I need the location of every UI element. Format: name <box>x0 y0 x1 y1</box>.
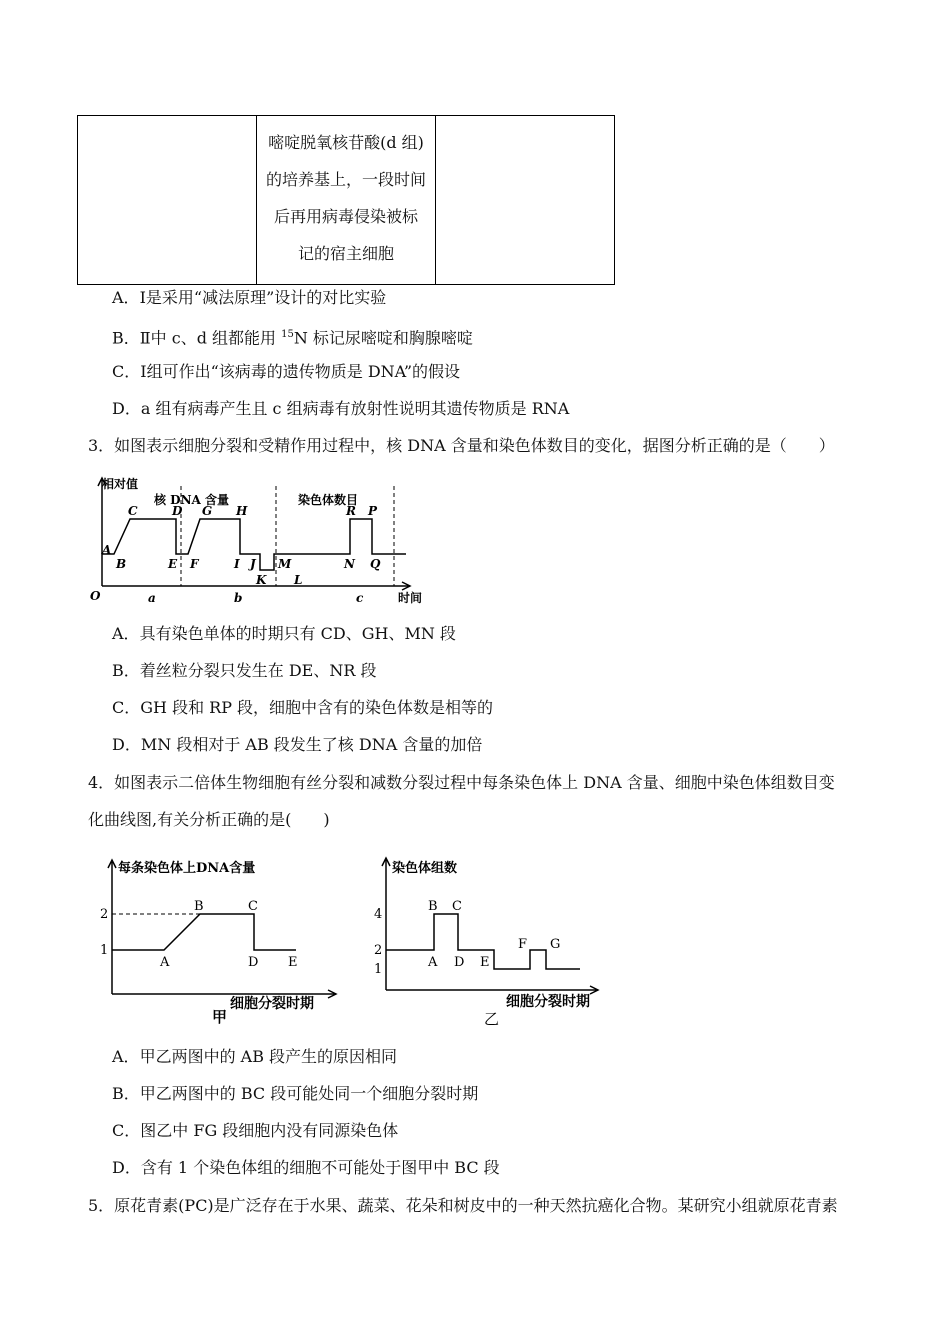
q4-option-d: D．含有 1 个染色体组的细胞不可能处于图甲中 BC 段 <box>112 1158 500 1177</box>
point-label-c: C <box>128 504 138 518</box>
jia-curve <box>112 914 296 950</box>
point-label-d: D <box>172 504 183 518</box>
q4-stem-line2: 化曲线图,有关分析正确的是( ) <box>88 810 330 829</box>
point-label-k: K <box>256 573 267 587</box>
jia-point-a: A <box>160 955 170 970</box>
yi-point-c: C <box>452 899 462 914</box>
q3-ylabel: 相对值 <box>102 477 139 491</box>
point-label-h: H <box>236 504 248 518</box>
q4-figure-jia <box>96 852 346 1030</box>
point-label-p: P <box>368 504 378 518</box>
jia-ylabel: 每条染色体上DNA含量 <box>118 861 256 876</box>
point-label-e: E <box>168 557 178 571</box>
point-label-b: B <box>116 557 127 571</box>
origin-label: O <box>90 589 101 603</box>
table-cell-line: 的培养基上，一段时间 <box>265 170 426 189</box>
jia-ytick-1: 1 <box>100 943 109 958</box>
point-label-n: N <box>344 557 355 571</box>
point-label-i: I <box>234 557 240 571</box>
q4-figure-yi <box>366 852 606 1030</box>
jia-point-b: B <box>194 899 204 914</box>
q4-option-c: C．图乙中 FG 段细胞内没有同源染色体 <box>112 1121 399 1140</box>
table-cell-line: 嘧啶脱氧核苷酸(d 组) <box>268 133 424 152</box>
q3-xlabel: 时间 <box>398 591 423 605</box>
table-cell-line: 后再用病毒侵染被标 <box>273 207 418 226</box>
yi-ytick-1: 1 <box>374 962 383 977</box>
q4-option-a: A．甲乙两图中的 AB 段产生的原因相同 <box>112 1047 398 1066</box>
yi-point-a: A <box>428 955 438 970</box>
q3-option-a: A．具有染色单体的时期只有 CD、GH、MN 段 <box>112 624 456 643</box>
table-cell-right <box>436 116 615 285</box>
q4-stem-line1: 4．如图表示二倍体生物细胞有丝分裂和减数分裂过程中每条染色体上 DNA 含量、细胞中染色体组数目变 <box>88 773 835 792</box>
q3-option-b: B．着丝粒分裂只发生在 DE、NR 段 <box>112 661 377 680</box>
phase-label-a: a <box>148 591 156 605</box>
point-label-j: J <box>250 557 256 571</box>
yi-point-b: B <box>428 899 438 914</box>
yi-point-e: E <box>480 955 490 970</box>
jia-ytick-2: 2 <box>100 907 109 922</box>
q2-option-d: D．a 组有病毒产生且 c 组病毒有放射性说明其遗传物质是 RNA <box>112 399 570 418</box>
yi-point-g: G <box>550 937 561 952</box>
jia-point-d: D <box>248 955 259 970</box>
yi-point-d: D <box>454 955 465 970</box>
q3-option-d: D．MN 段相对于 AB 段发生了核 DNA 含量的加倍 <box>112 735 483 754</box>
q2-option-c: C．Ⅰ组可作出“该病毒的遗传物质是 DNA”的假设 <box>112 362 461 381</box>
point-label-a: A <box>102 543 112 557</box>
point-label-m: M <box>278 557 292 571</box>
jia-caption: 甲 <box>212 1008 228 1026</box>
q5-stem: 5．原花青素(PC)是广泛存在于水果、蔬菜、花朵和树皮中的一种天然抗癌化合物。某研究小组就原花青素 <box>88 1196 838 1215</box>
jia-point-c: C <box>248 899 258 914</box>
point-label-g: G <box>202 504 213 518</box>
table-cell-middle <box>257 116 436 285</box>
q2-option-b: B．Ⅱ中 c、d 组都能用 $^{15}$N 标记尿嘧啶和胸腺嘧啶 <box>112 328 473 348</box>
point-label-r: R <box>346 504 356 518</box>
point-label-l: L <box>294 573 303 587</box>
q3-section-dna: 核 DNA 含量 <box>154 493 230 507</box>
yi-xlabel: 细胞分裂时期 <box>506 994 590 1010</box>
yi-point-f: F <box>518 937 528 952</box>
q3-section-chrom: 染色体数目 <box>298 493 359 507</box>
yi-ylabel: 染色体组数 <box>392 861 458 876</box>
experiment-table-fragment <box>77 115 615 285</box>
q3-figure <box>88 474 438 606</box>
q4-option-b: B．甲乙两图中的 BC 段可能处同一个细胞分裂时期 <box>112 1084 479 1103</box>
table-cell-line: 记的宿主细胞 <box>297 244 394 263</box>
jia-point-e: E <box>288 955 298 970</box>
phase-label-c: c <box>356 591 364 605</box>
point-label-f: F <box>190 557 199 571</box>
yi-ytick-4: 4 <box>374 907 383 922</box>
q3-option-c: C．GH 段和 RP 段，细胞中含有的染色体数是相等的 <box>112 698 494 717</box>
q2-option-a: A．Ⅰ是采用“减法原理”设计的对比实验 <box>112 288 387 307</box>
yi-caption: 乙 <box>484 1010 500 1028</box>
phase-label-b: b <box>234 591 243 605</box>
jia-xlabel: 细胞分裂时期 <box>230 996 314 1012</box>
yi-ytick-2: 2 <box>374 943 383 958</box>
table-cell-left <box>78 116 257 285</box>
q3-stem: 3．如图表示细胞分裂和受精作用过程中，核 DNA 含量和染色体数目的变化，据图分析正确的是（ ） <box>88 436 835 455</box>
point-label-q: Q <box>370 557 381 571</box>
